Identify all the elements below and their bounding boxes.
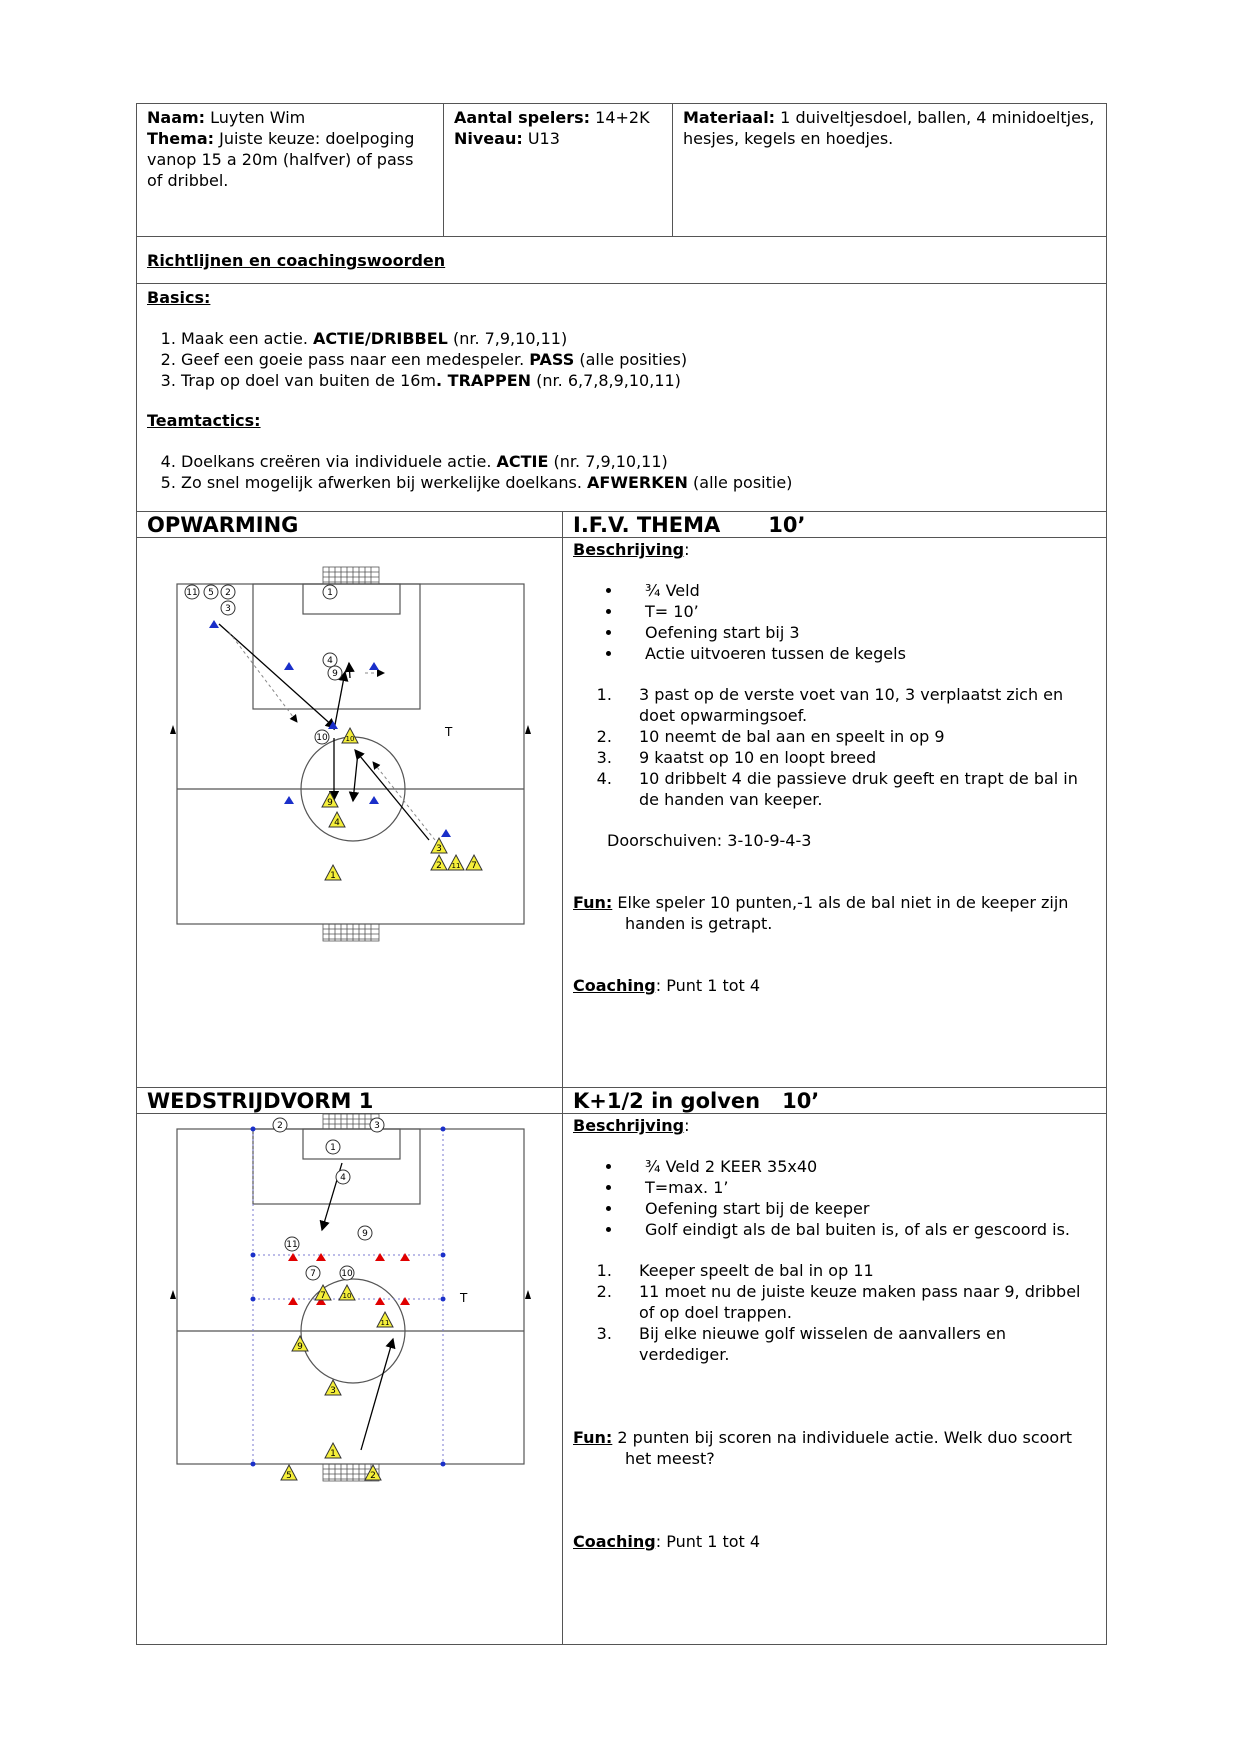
- section2-duration: 10’: [782, 1089, 820, 1113]
- section2-description-cell: Beschrijving: • ¾ Veld 2 KEER 35x40 • T=max. 1’ • Oefening start bij de keeper • Golf eindigt als de bal buiten is, of als er gescoord is. 1. Keeper speelt de bal in op 11 2. 11 moet nu de juiste keuze maken pass naar 9, dribbel of op doel trappen. 3. Bij elke nieuwe golf wisselen de aanvallers en verdediger. Fun: 2 punten bij scoren na individuele actie. Welk duo scoort het meest? Coaching: Punt 1 tot 4: [562, 1113, 1107, 1645]
- opwarming-diagram: [137, 538, 562, 1087]
- opponent-number: 9: [327, 798, 333, 808]
- section1-diagram-cell: [136, 537, 563, 1088]
- guidelines-title: Richtlijnen en coachingswoorden: [147, 251, 446, 270]
- basics-item: 1. Maak een actie. ACTIE/DRIBBEL (nr. 7,9,10,11): [181, 328, 1096, 349]
- pass-arrow: [361, 1339, 393, 1450]
- penalty-area: [253, 584, 420, 709]
- opponent-number: 3: [330, 1386, 336, 1396]
- blue-cone: [441, 829, 451, 837]
- naam-cell: [136, 103, 444, 237]
- red-cone: [400, 1297, 410, 1305]
- pass-arrow: [219, 624, 335, 728]
- materiaal-value: 1 duiveltjesdoel, ballen, 4 minidoeltjes, hesjes, kegels en hoedjes.: [683, 108, 1095, 148]
- section2-left-header: [136, 1087, 563, 1114]
- player-number: 11: [286, 1240, 298, 1250]
- opponent-number: 10: [342, 1292, 352, 1300]
- red-cone: [400, 1253, 410, 1261]
- section2-bullets: [573, 1156, 1096, 1240]
- section1-left-header: [136, 511, 563, 538]
- step-item: 1. 3 past op de verste voet van 10, 3 verplaatst zich en doet opwarmingsoef.: [617, 684, 1096, 726]
- teamtactics-list: [147, 451, 1096, 493]
- section1-rotation: Doorschuiven: 3-10-9-4-3: [607, 831, 812, 850]
- bullet-item: • ¾ Veld 2 KEER 35x40: [623, 1156, 1096, 1177]
- wedstrijdvorm-diagram: [137, 1114, 562, 1644]
- step-item: 2. 10 neemt de bal aan en speelt in op 9: [617, 726, 1096, 747]
- materiaal-label: Materiaal:: [683, 108, 776, 127]
- section1-right-header: [562, 511, 1107, 538]
- section1-steps: [573, 684, 1096, 810]
- player-number: 2: [277, 1121, 283, 1131]
- opponent-number: 11: [451, 862, 461, 870]
- section1-desc-label: Beschrijving: [573, 540, 685, 559]
- niveau-value: U13: [527, 129, 560, 148]
- player-number: 7: [310, 1269, 316, 1279]
- basics-title: Basics:: [147, 288, 211, 307]
- teamtactics-title: Teamtactics:: [147, 411, 261, 430]
- player-number: 5: [208, 588, 214, 598]
- player-number: 9: [332, 669, 338, 679]
- opponent-number: 10: [345, 735, 355, 743]
- opponent-number: 2: [436, 861, 442, 871]
- goal-area: [303, 1129, 400, 1159]
- opponent-number: 9: [297, 1342, 303, 1352]
- player-number: 10: [341, 1269, 353, 1279]
- blue-cone: [369, 662, 379, 670]
- red-cone: [375, 1253, 385, 1261]
- player-number: 11: [186, 588, 198, 598]
- red-cone: [288, 1297, 298, 1305]
- spelers-cell: [443, 103, 673, 237]
- red-cone: [288, 1253, 298, 1261]
- section2-steps: [573, 1260, 1096, 1365]
- player-number: 10: [316, 733, 328, 743]
- step-item: 2. 11 moet nu de juiste keuze maken pass naar 9, dribbel of op doel trappen.: [617, 1281, 1096, 1323]
- side-marker-right: [525, 725, 531, 734]
- player-number: 3: [374, 1121, 380, 1131]
- bullet-item: • T=max. 1’: [623, 1177, 1096, 1198]
- player-number: 2: [225, 588, 231, 598]
- bullet-item: • Golf eindigt als de bal buiten is, of als er gescoord is.: [623, 1219, 1096, 1240]
- section1-description-cell: Beschrijving: • ¾ Veld • T= 10’ • Oefening start bij 3 • Actie uitvoeren tussen de kegels 1. 3 past op de verste voet van 10, 3 verplaatst zich en doet opwarmingsoef. 2. 10 neemt de bal aan en speelt in op 9 3. 9 kaatst op 10 en loopt breed 4. 10 dribbelt 4 die passieve druk geeft en trapt de bal in de handen van keeper. Doorschuiven: 3-10-9-4-3 Fun: Elke speler 10 punten,-1 als de bal niet in de keeper zijn handen is getrapt. Coaching: Punt 1 tot 4: [562, 537, 1107, 1088]
- pitch-outline: [177, 584, 524, 924]
- section2-title: WEDSTRIJDVORM 1: [147, 1089, 374, 1113]
- basics-list: [147, 328, 1096, 391]
- section1-duration: 10’: [768, 513, 806, 537]
- section2-fun: Fun: 2 punten bij scoren na individuele actie. Welk duo scoort het meest?: [573, 1428, 1073, 1468]
- section2-desc-label: Beschrijving: [573, 1116, 685, 1135]
- player-number: 1: [330, 1143, 336, 1153]
- red-cone: [316, 1253, 326, 1261]
- materiaal-cell: [672, 103, 1107, 237]
- pass-arrow: [334, 672, 345, 730]
- naam-label: Naam:: [147, 108, 206, 127]
- opponent-number: 7: [320, 1291, 326, 1301]
- player-number: 4: [340, 1173, 346, 1183]
- section1-title: OPWARMING: [147, 513, 299, 537]
- penalty-area: [253, 1129, 420, 1204]
- opponent-number: 11: [380, 1319, 390, 1327]
- bullet-item: • Oefening start bij de keeper: [623, 1198, 1096, 1219]
- side-marker-left: [170, 725, 176, 734]
- thema-value: Juiste keuze: doelpoging vanop 15 a 20m (halfver) of pass of dribbel.: [147, 129, 415, 190]
- section1-bullets: [573, 580, 1096, 664]
- blue-cone: [209, 620, 219, 628]
- teamtactics-item: 4. Doelkans creëren via individuele actie. ACTIE (nr. 7,9,10,11): [181, 451, 1096, 472]
- section1-coaching: Coaching: Punt 1 tot 4: [573, 976, 761, 995]
- t-marker: T: [445, 725, 453, 739]
- opponent-number: 7: [471, 861, 477, 871]
- naam-value: Luyten Wim: [210, 108, 306, 127]
- bullet-item: • Actie uitvoeren tussen de kegels: [623, 643, 1096, 664]
- t-marker: T: [460, 1291, 468, 1305]
- section2-coaching: Coaching: Punt 1 tot 4: [573, 1532, 761, 1551]
- guidelines-cell: [136, 283, 1107, 512]
- player-number: 4: [327, 656, 333, 666]
- opponent-number: 2: [370, 1471, 376, 1481]
- basics-item: 3. Trap op doel van buiten de 16m. TRAPPEN (nr. 6,7,8,9,10,11): [181, 370, 1096, 391]
- teamtactics-item: 5. Zo snel mogelijk afwerken bij werkelijke doelkans. AFWERKEN (alle positie): [181, 472, 1096, 493]
- bullet-item: • ¾ Veld: [623, 580, 1096, 601]
- thema-label: Thema:: [147, 129, 215, 148]
- opponent-number: 1: [330, 1449, 336, 1459]
- opponent-number: 4: [334, 818, 340, 828]
- opponent-number: 1: [330, 871, 336, 881]
- player-number: 1: [327, 588, 333, 598]
- side-marker-left: [170, 1290, 176, 1299]
- spelers-label: Aantal spelers:: [454, 108, 591, 127]
- player-number: 9: [362, 1229, 368, 1239]
- blue-cone: [369, 796, 379, 804]
- section2-theme: K+1/2 in golven: [573, 1089, 761, 1113]
- opponent-number: 5: [286, 1471, 292, 1481]
- blue-cone: [284, 796, 294, 804]
- spelers-value: 14+2K: [595, 108, 650, 127]
- step-item: 3. 9 kaatst op 10 en loopt breed: [617, 747, 1096, 768]
- dribble-arrow: [353, 752, 358, 801]
- red-cone: [375, 1297, 385, 1305]
- bullet-item: • Oefening start bij 3: [623, 622, 1096, 643]
- player-number: 3: [225, 604, 231, 614]
- step-item: 1. Keeper speelt de bal in op 11: [617, 1260, 1096, 1281]
- bullet-item: • T= 10’: [623, 601, 1096, 622]
- guidelines-title-cell: [136, 236, 1107, 284]
- goal-area: [303, 584, 400, 614]
- step-item: 4. 10 dribbelt 4 die passieve druk geeft en trapt de bal in de handen van keeper.: [617, 768, 1096, 810]
- section1-fun: Fun: Elke speler 10 punten,-1 als de bal niet in de keeper zijn handen is getrapt.: [573, 893, 1069, 933]
- niveau-label: Niveau:: [454, 129, 523, 148]
- basics-item: 2. Geef een goeie pass naar een medespeler. PASS (alle posities): [181, 349, 1096, 370]
- side-marker-right: [525, 1290, 531, 1299]
- opponent-number: 3: [436, 844, 442, 854]
- blue-cone: [284, 662, 294, 670]
- section2-diagram-cell: [136, 1113, 563, 1645]
- step-item: 3. Bij elke nieuwe golf wisselen de aanvallers en verdediger.: [617, 1323, 1096, 1365]
- section1-theme: I.F.V. THEMA: [573, 513, 721, 537]
- section2-right-header: [562, 1087, 1107, 1114]
